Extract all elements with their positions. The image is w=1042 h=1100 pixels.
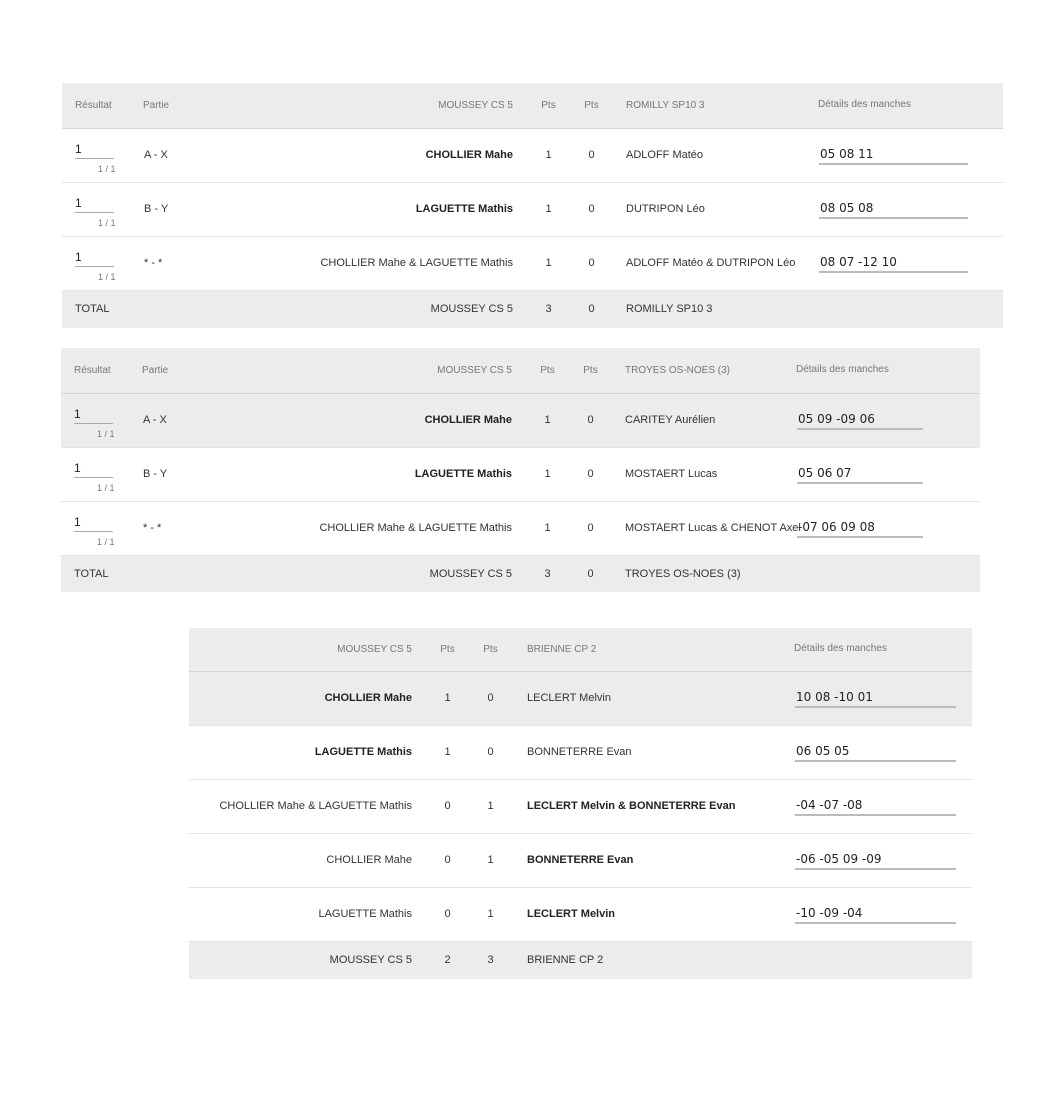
col-header-home-team: MOUSSEY CS 5 — [191, 83, 527, 128]
details-input[interactable]: 10 08 -10 01 — [795, 690, 956, 708]
total-home-team: MOUSSEY CS 5 — [189, 941, 426, 979]
result-fraction: 1 / 1 — [98, 164, 116, 174]
total-label: TOTAL — [62, 290, 131, 328]
result-fraction: 1 / 1 — [98, 272, 116, 282]
home-player: LAGUETTE Mathis — [189, 887, 426, 941]
pts-away: 1 — [469, 779, 512, 833]
away-player: BONNETERRE Evan — [512, 833, 810, 887]
details-input[interactable]: -07 06 09 08 — [797, 520, 923, 538]
details-cell — [796, 725, 972, 779]
total-row — [189, 941, 972, 979]
away-player: BONNETERRE Evan — [512, 725, 810, 779]
away-player: LECLERT Melvin — [512, 887, 810, 941]
pts-home: 1 — [526, 501, 569, 555]
details-cell — [796, 833, 972, 887]
details-input[interactable]: 08 05 08 — [819, 201, 968, 219]
partie-cell: A - X — [131, 128, 191, 182]
partie-cell: A - X — [130, 393, 190, 447]
table-row — [61, 447, 980, 501]
match-table-troyes — [61, 348, 980, 592]
details-input[interactable]: -10 -09 -04 — [795, 906, 956, 924]
details-cell — [820, 128, 1003, 182]
away-player: DUTRIPON Léo — [613, 182, 897, 236]
table-row — [189, 887, 972, 941]
away-player: MOSTAERT Lucas — [612, 447, 896, 501]
match-table-brienne — [189, 628, 972, 979]
result-input[interactable]: 1 — [75, 142, 114, 159]
details-cell — [820, 182, 1003, 236]
match-table-romilly — [62, 83, 1003, 328]
pts-away: 0 — [570, 182, 613, 236]
total-home-team: MOUSSEY CS 5 — [191, 290, 527, 328]
pts-away: 0 — [469, 671, 512, 725]
details-cell — [796, 671, 972, 725]
details-cell — [796, 887, 972, 941]
table-row — [189, 779, 972, 833]
pts-away: 0 — [570, 128, 613, 182]
away-player: ADLOFF Matéo — [613, 128, 897, 182]
home-player: LAGUETTE Mathis — [189, 725, 426, 779]
total-pts-away: 3 — [469, 941, 512, 979]
total-row — [62, 290, 1003, 328]
result-input[interactable]: 1 — [75, 250, 114, 267]
col-header-details: Détails des manches — [896, 348, 980, 393]
col-header-details-label: Détails des manches — [818, 99, 911, 110]
total-pts-home: 3 — [527, 290, 570, 328]
total-away-team: ROMILLY SP10 3 — [613, 290, 897, 328]
col-header-details — [818, 83, 1003, 128]
home-player: CHOLLIER Mahe — [189, 671, 426, 725]
result-input[interactable]: 1 — [74, 407, 113, 424]
col-header-pts-home: Pts — [526, 348, 569, 393]
result-input[interactable]: 1 — [75, 196, 114, 213]
table-row — [62, 236, 1003, 290]
details-cell — [798, 393, 980, 447]
pts-home: 1 — [527, 128, 570, 182]
home-player: CHOLLIER Mahe & LAGUETTE Mathis — [189, 779, 426, 833]
result-cell — [62, 236, 131, 290]
pts-away: 0 — [569, 447, 612, 501]
pts-home: 0 — [426, 779, 469, 833]
table-header — [62, 83, 1003, 128]
col-header-home-team: MOUSSEY CS 5 — [190, 348, 526, 393]
details-input[interactable]: 05 09 -09 06 — [797, 412, 923, 430]
details-input[interactable]: -06 -05 09 -09 — [795, 852, 956, 870]
table-header — [61, 348, 980, 393]
pts-home: 1 — [527, 182, 570, 236]
pts-home: 1 — [426, 725, 469, 779]
col-header-away-team: ROMILLY SP10 3 — [613, 83, 897, 128]
total-away-team: BRIENNE CP 2 — [512, 941, 810, 979]
pts-away: 1 — [469, 887, 512, 941]
pts-home: 1 — [527, 236, 570, 290]
total-pts-home: 3 — [526, 555, 569, 592]
col-header-partie: Partie — [130, 348, 190, 393]
col-header-pts-home: Pts — [527, 83, 570, 128]
pts-home: 1 — [526, 447, 569, 501]
home-player: CHOLLIER Mahe — [191, 128, 527, 182]
home-player: CHOLLIER Mahe — [190, 393, 526, 447]
details-cell — [798, 447, 980, 501]
home-player: CHOLLIER Mahe & LAGUETTE Mathis — [191, 236, 527, 290]
home-player: CHOLLIER Mahe & LAGUETTE Mathis — [190, 501, 526, 555]
col-header-pts-home: Pts — [426, 628, 469, 671]
pts-away: 0 — [469, 725, 512, 779]
total-row — [61, 555, 980, 592]
away-player: LECLERT Melvin & BONNETERRE Evan — [512, 779, 810, 833]
details-cell — [796, 779, 972, 833]
details-input[interactable]: -04 -07 -08 — [795, 798, 956, 816]
table-row — [189, 725, 972, 779]
col-header-home-team: MOUSSEY CS 5 — [189, 628, 426, 671]
result-fraction: 1 / 1 — [97, 429, 115, 439]
total-home-team: MOUSSEY CS 5 — [190, 555, 526, 592]
col-header-away-team: TROYES OS-NOES (3) — [612, 348, 896, 393]
pts-away: 1 — [469, 833, 512, 887]
pts-home: 1 — [426, 671, 469, 725]
total-pts-home: 2 — [426, 941, 469, 979]
result-fraction: 1 / 1 — [97, 537, 115, 547]
home-player: LAGUETTE Mathis — [190, 447, 526, 501]
pts-away: 0 — [569, 501, 612, 555]
table-row — [62, 182, 1003, 236]
partie-cell: B - Y — [131, 182, 191, 236]
partie-cell: * - * — [130, 501, 190, 555]
pts-home: 1 — [526, 393, 569, 447]
result-fraction: 1 / 1 — [97, 483, 115, 493]
pts-away: 0 — [569, 393, 612, 447]
total-pts-away: 0 — [570, 290, 613, 328]
col-header-result: Résultat — [61, 348, 130, 393]
table-row — [62, 128, 1003, 182]
col-header-pts-away: Pts — [469, 628, 512, 671]
result-cell — [62, 128, 131, 182]
table-row — [189, 671, 972, 725]
table-row — [189, 833, 972, 887]
result-cell — [61, 501, 130, 555]
pts-away: 0 — [570, 236, 613, 290]
result-cell — [61, 393, 130, 447]
home-player: CHOLLIER Mahe — [189, 833, 426, 887]
total-away-team: TROYES OS-NOES (3) — [612, 555, 896, 592]
away-player: ADLOFF Matéo & DUTRIPON Léo — [613, 236, 897, 290]
result-input[interactable]: 1 — [74, 515, 113, 532]
result-cell — [61, 447, 130, 501]
result-cell — [62, 182, 131, 236]
partie-cell: B - Y — [130, 447, 190, 501]
partie-cell: * - * — [131, 236, 191, 290]
table-header — [189, 628, 972, 671]
details-input[interactable]: 05 08 11 — [819, 147, 968, 165]
details-input[interactable]: 08 07 -12 10 — [819, 255, 968, 273]
pts-home: 0 — [426, 833, 469, 887]
away-player: CARITEY Aurélien — [612, 393, 896, 447]
details-input[interactable]: 05 06 07 — [797, 466, 923, 484]
table-row — [61, 393, 980, 447]
pts-home: 0 — [426, 887, 469, 941]
result-input[interactable]: 1 — [74, 461, 113, 478]
home-player: LAGUETTE Mathis — [191, 182, 527, 236]
col-header-partie: Partie — [131, 83, 191, 128]
col-header-pts-away: Pts — [569, 348, 612, 393]
col-header-away-team: BRIENNE CP 2 — [512, 628, 810, 671]
details-input[interactable]: 06 05 05 — [795, 744, 956, 762]
col-header-result: Résultat — [62, 83, 131, 128]
table-row — [61, 501, 980, 555]
col-header-details: Détails des manches — [810, 628, 972, 671]
details-cell — [820, 236, 1003, 290]
col-header-pts-away: Pts — [570, 83, 613, 128]
result-fraction: 1 / 1 — [98, 218, 116, 228]
total-pts-away: 0 — [569, 555, 612, 592]
details-cell — [798, 501, 980, 555]
total-label: TOTAL — [61, 555, 130, 592]
away-player: MOSTAERT Lucas & CHENOT Axel — [612, 501, 896, 555]
away-player: LECLERT Melvin — [512, 671, 810, 725]
